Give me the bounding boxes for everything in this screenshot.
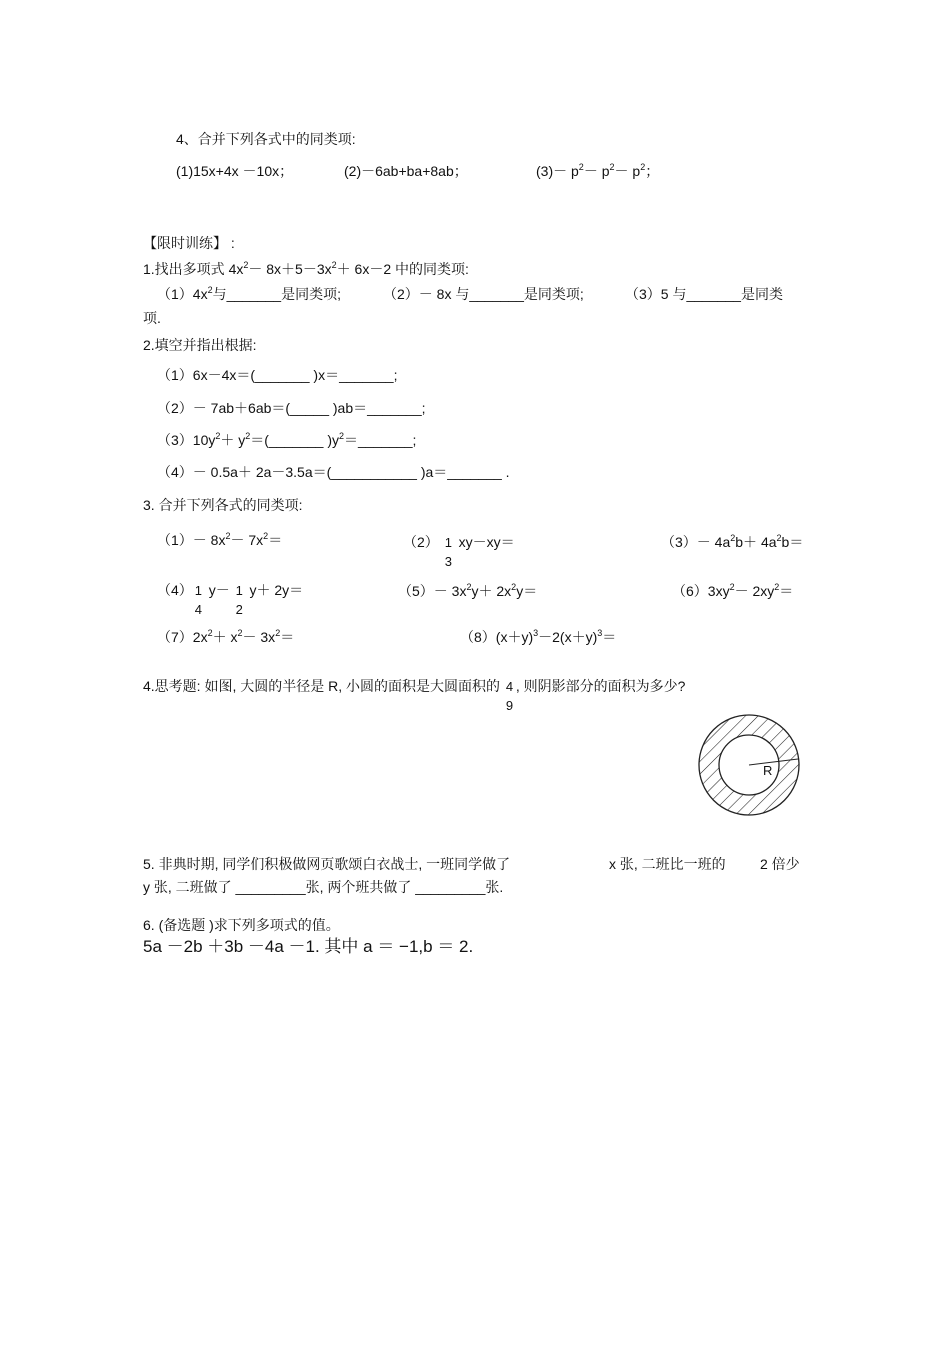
section-4-item-2: (2)－6ab+ba+8ab； — [344, 163, 468, 179]
question-6-title: 6. (备选题 )求下列多项式的值。 — [143, 917, 340, 933]
question-5-line-1a: 5. 非典时期, 同学们积极做网页歌颂白衣战士, 一班同学做了 — [143, 856, 511, 872]
question-2-line-4: （4）－ 0.5a＋ 2a－3.5a＝(___________ )a＝_______ . — [157, 464, 510, 480]
question-5-line-2: y 张, 二班做了 _________张, 两个班共做了 _________张. — [143, 879, 504, 895]
question-3-item-6: $(6)3xy^2- 2xy^2=$ — [672, 582, 794, 599]
question-5-line-1c: 2 倍少 — [760, 856, 800, 872]
question-2-title: 2.填空并指出根据: — [143, 337, 257, 353]
question-1: 1.找出多项式 $4x^2- 8x+5-3x^2+ 6x-2$ 中的同类项: — [143, 260, 469, 277]
question-1-tail: 项. — [143, 310, 161, 326]
question-3-item-8: $(8)(x+y)^3-2(x+y)^3=$ — [460, 628, 617, 645]
question-3-item-3: $(3)- 4a^2b+ 4a^2b=$ — [661, 533, 804, 550]
section-4-item-1: (1)15x+4x －10x； — [176, 163, 294, 179]
section-4-item-3: $(3)- p^2- p^2- p^2$； — [536, 162, 660, 179]
question-3-title: 3. 合并下列各式的同类项: — [143, 497, 303, 513]
fraction: 1 2 — [235, 583, 243, 618]
question-4: 4.思考题: 如图, 大圆的半径是 R, 小圆的面积是大圆面积的 4 9 , 则阴影部分的面积为多少? — [143, 668, 685, 705]
question-2-line-2: （2）－ 7ab＋6ab＝(_____ )ab＝_______; — [157, 400, 426, 416]
question-3-item-5: $(5)- 3x^2y+ 2x^2y=$ — [398, 582, 538, 599]
fraction: 1 4 — [194, 583, 203, 618]
question-3-item-7: $(7)2x^2+ x^2- 3x^2=$ — [157, 628, 295, 645]
fraction: 4 9 — [505, 679, 514, 714]
question-1-sub-3: （3）5 与_______是同类 — [625, 286, 783, 302]
question-5-line-1b: x 张, 二班比一班的 — [609, 856, 726, 872]
question-2-line-3: $(3)10y^2+$ $y^2=(\_\_\_\_\_\_\_$ )$y^2=\_\_\_\_\_\_\_$; — [157, 431, 417, 448]
question-3-item-1: $(1)- 8x^2- 7x^2=$ — [157, 531, 283, 548]
radius-label: R — [763, 763, 773, 778]
fraction: 1 3 — [444, 535, 452, 570]
question-2-line-1: （1）6x－4x＝(_______ )x＝_______; — [157, 367, 398, 383]
question-6-expression: 5a －2b ＋3b －4a －1. 其中 a ＝ −1,b ＝ 2. — [143, 937, 474, 956]
question-3-item-4: （4） 1 4 y－ 1 2 y＋ 2y＝ — [157, 572, 303, 609]
section-4-title: 4、合并下列各式中的同类项: — [176, 131, 356, 147]
question-3-item-2: （2） 1 3 xy－xy＝ — [403, 524, 515, 561]
annulus-figure — [697, 713, 801, 817]
question-1-sub-1: $(1)4x^2$与_______是同类项; — [157, 285, 341, 302]
limit-training-title: 【限时训练】 : — [143, 235, 235, 251]
question-1-sub-2: （2）－ 8x 与_______是同类项; — [383, 286, 584, 302]
